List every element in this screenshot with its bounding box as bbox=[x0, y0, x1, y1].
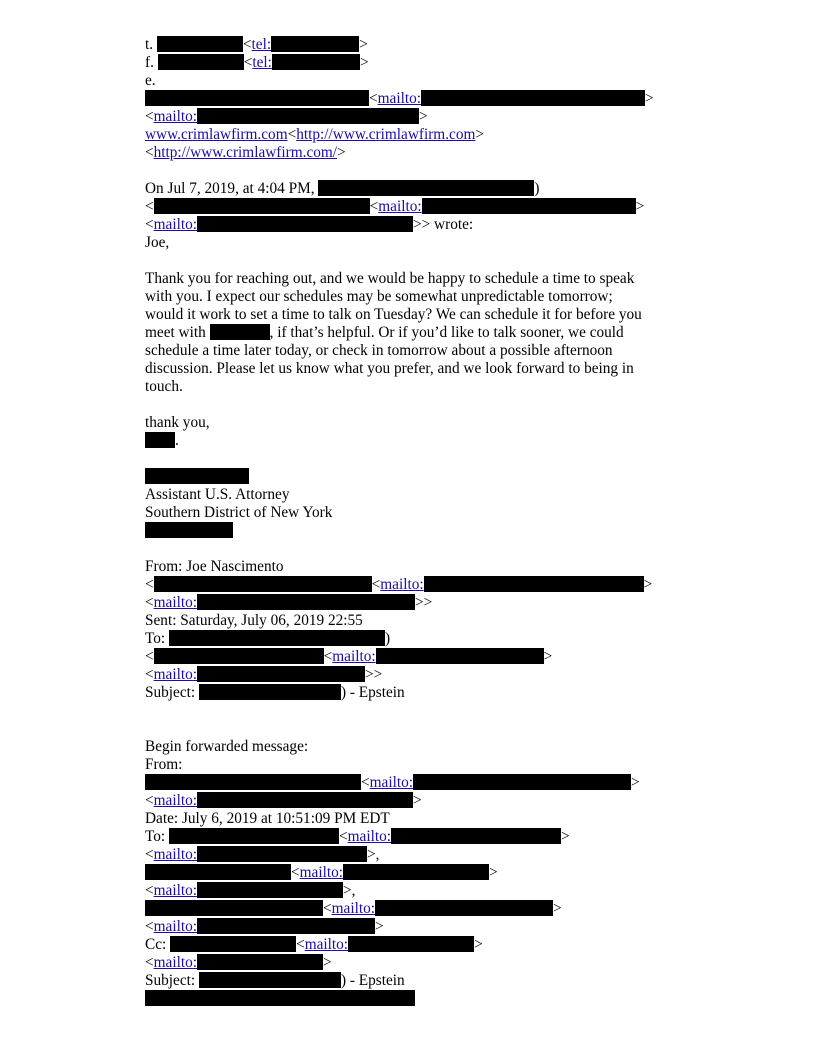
subject-tail: ) - Epstein bbox=[340, 972, 405, 989]
redaction bbox=[197, 666, 365, 682]
mailto-link[interactable]: mailto: bbox=[331, 900, 375, 917]
website-line bbox=[145, 126, 705, 144]
forwarded-from-email bbox=[145, 792, 705, 810]
original-to-email bbox=[145, 666, 705, 684]
lt: < bbox=[287, 126, 297, 143]
redaction bbox=[145, 774, 361, 790]
comma-gt: >, bbox=[366, 846, 380, 863]
body-line: schedule a time later today, or check in tomorrow about a possible afternoon bbox=[145, 342, 613, 359]
mailto-link[interactable]: mailto: bbox=[332, 648, 376, 665]
subject-label: Subject: bbox=[145, 684, 196, 701]
redaction bbox=[272, 54, 360, 70]
redaction bbox=[154, 576, 372, 592]
close-paren: ) bbox=[534, 180, 540, 197]
mailto-link[interactable]: mailto: bbox=[153, 216, 197, 233]
mailto-link[interactable]: mailto: bbox=[153, 846, 197, 863]
forwarded-from-email bbox=[145, 774, 705, 792]
gt: > bbox=[635, 198, 645, 215]
redaction bbox=[145, 90, 369, 106]
original-from-email bbox=[145, 594, 705, 612]
reply-attribution bbox=[145, 180, 705, 198]
tel-link[interactable]: tel: bbox=[252, 54, 272, 71]
forwarded-to-email bbox=[145, 918, 705, 936]
redaction bbox=[145, 468, 249, 484]
gt: > bbox=[644, 90, 654, 107]
gt: > bbox=[561, 828, 570, 845]
website-link[interactable]: http://www.crimlawfirm.com/ bbox=[153, 144, 338, 161]
gt: > bbox=[552, 900, 562, 917]
body-text: meet with bbox=[145, 324, 206, 341]
original-to-email bbox=[145, 648, 705, 666]
to-label: To: bbox=[145, 630, 166, 647]
redaction bbox=[318, 180, 534, 196]
original-sent: Sent: Saturday, July 06, 2019 22:55 bbox=[145, 612, 363, 629]
forwarded-cc-email bbox=[145, 954, 705, 972]
gt: > bbox=[543, 648, 553, 665]
redaction bbox=[424, 576, 644, 592]
gt: > bbox=[359, 54, 369, 71]
redaction bbox=[197, 108, 419, 124]
lt: < bbox=[145, 882, 154, 899]
lt: < bbox=[339, 828, 348, 845]
mailto-link[interactable]: mailto: bbox=[153, 108, 197, 125]
redaction bbox=[145, 432, 175, 448]
subject-label: Subject: bbox=[145, 972, 196, 989]
forwarded-to-email bbox=[145, 864, 705, 882]
lt: < bbox=[323, 900, 332, 917]
lt: < bbox=[145, 198, 154, 215]
double-gt: >> bbox=[414, 594, 433, 611]
mailto-link[interactable]: mailto: bbox=[369, 774, 413, 791]
forwarded-subject bbox=[145, 972, 705, 990]
gt: > bbox=[359, 36, 368, 53]
wrote-text: >> wrote: bbox=[412, 216, 474, 233]
lt: < bbox=[291, 864, 300, 881]
lt: < bbox=[371, 576, 381, 593]
tel-link[interactable]: tel: bbox=[251, 36, 272, 53]
website-line bbox=[145, 144, 705, 162]
email-document bbox=[145, 36, 705, 1008]
forwarded-to-email bbox=[145, 846, 705, 864]
redaction bbox=[199, 684, 341, 700]
signer-name-line bbox=[145, 468, 705, 486]
gt: > bbox=[418, 108, 428, 125]
mailto-link[interactable]: mailto: bbox=[299, 864, 343, 881]
lt: < bbox=[145, 594, 154, 611]
gt: > bbox=[474, 936, 483, 953]
body-line: with you. I expect our schedules may be somewhat unpredictable tomorrow; bbox=[145, 288, 613, 305]
redaction bbox=[197, 594, 415, 610]
lt: < bbox=[145, 144, 154, 161]
close-paren: ) bbox=[385, 630, 391, 647]
reply-email-line bbox=[145, 198, 705, 216]
reply-email-line bbox=[145, 216, 705, 234]
body-line: touch. bbox=[145, 378, 183, 395]
original-from-email bbox=[145, 576, 705, 594]
email-line bbox=[145, 90, 705, 108]
body-text: , if that’s helpful. Or if you’d like to talk sooner, we could bbox=[269, 324, 624, 341]
to-label: To: bbox=[145, 828, 166, 845]
lt: < bbox=[296, 936, 305, 953]
lt: < bbox=[145, 954, 154, 971]
fax-prefix: f. bbox=[145, 54, 154, 71]
redaction bbox=[170, 936, 296, 952]
signer-phone-line bbox=[145, 522, 705, 540]
lt: < bbox=[369, 198, 379, 215]
double-gt: >> bbox=[364, 666, 383, 683]
lt: < bbox=[323, 648, 333, 665]
lt: < bbox=[145, 792, 154, 809]
original-subject bbox=[145, 684, 705, 702]
redaction bbox=[271, 36, 359, 52]
lt: < bbox=[361, 774, 370, 791]
redaction bbox=[154, 198, 370, 214]
cc-label: Cc: bbox=[145, 936, 167, 953]
mailto-link[interactable]: mailto: bbox=[347, 828, 391, 845]
redaction bbox=[422, 198, 636, 214]
forwarded-date: Date: July 6, 2019 at 10:51:09 PM EDT bbox=[145, 810, 390, 827]
mailto-link[interactable]: mailto: bbox=[153, 594, 197, 611]
lt: < bbox=[145, 666, 154, 683]
signer-initial-line bbox=[145, 432, 705, 450]
redaction bbox=[145, 864, 291, 880]
signer-office: Southern District of New York bbox=[145, 504, 333, 521]
email-line bbox=[145, 108, 705, 126]
redaction bbox=[157, 36, 243, 52]
period: . bbox=[175, 432, 179, 449]
redaction bbox=[199, 972, 341, 988]
redaction bbox=[210, 324, 270, 340]
redaction bbox=[348, 936, 474, 952]
redaction bbox=[169, 630, 385, 646]
mailto-link[interactable]: mailto: bbox=[378, 198, 422, 215]
mailto-link[interactable]: mailto: bbox=[153, 792, 197, 809]
redaction bbox=[169, 828, 339, 844]
mailto-link[interactable]: mailto: bbox=[153, 882, 197, 899]
lt: < bbox=[145, 648, 154, 665]
body-line: would it work to set a time to talk on Tuesday? We can schedule it for before you bbox=[145, 306, 642, 323]
redaction bbox=[145, 900, 323, 916]
lt: < bbox=[145, 918, 154, 935]
lt: < bbox=[145, 216, 154, 233]
gt: > bbox=[374, 918, 384, 935]
salutation: Joe, bbox=[145, 234, 170, 251]
redaction bbox=[197, 792, 413, 808]
forwarded-body-line bbox=[145, 990, 705, 1008]
lt: < bbox=[242, 36, 252, 53]
website-link[interactable]: www.crimlawfirm.com bbox=[145, 126, 288, 143]
redaction bbox=[421, 90, 645, 106]
signoff: thank you, bbox=[145, 414, 210, 431]
fax-line bbox=[145, 54, 705, 72]
original-to bbox=[145, 630, 705, 648]
redaction bbox=[343, 864, 489, 880]
gt: > bbox=[337, 144, 346, 161]
redaction bbox=[197, 882, 343, 898]
redaction bbox=[376, 648, 544, 664]
mailto-link[interactable]: mailto: bbox=[153, 918, 197, 935]
redaction bbox=[145, 522, 233, 538]
gt: > bbox=[630, 774, 640, 791]
lt: < bbox=[145, 108, 154, 125]
original-from: From: Joe Nascimento bbox=[145, 558, 284, 575]
comma-gt: >, bbox=[342, 882, 356, 899]
redaction bbox=[154, 648, 324, 664]
forwarded-begin: Begin forwarded message: bbox=[145, 738, 309, 755]
gt: > bbox=[412, 792, 422, 809]
redaction bbox=[413, 774, 631, 790]
forwarded-cc bbox=[145, 936, 705, 954]
lt: < bbox=[145, 576, 154, 593]
gt: > bbox=[322, 954, 332, 971]
mailto-link[interactable]: mailto: bbox=[304, 936, 349, 953]
mailto-link[interactable]: mailto: bbox=[380, 576, 424, 593]
body-line: Thank you for reaching out, and we would be happy to schedule a time to speak bbox=[145, 270, 635, 287]
attribution-text: On Jul 7, 2019, at 4:04 PM, bbox=[145, 180, 315, 197]
redaction bbox=[158, 54, 244, 70]
redaction bbox=[197, 954, 323, 970]
redaction bbox=[197, 918, 375, 934]
subject-tail: ) - Epstein bbox=[340, 684, 405, 701]
lt: < bbox=[145, 846, 154, 863]
redaction bbox=[391, 828, 561, 844]
body-line: discussion. Please let us know what you prefer, and we look forward to being in bbox=[145, 360, 634, 377]
body-line bbox=[145, 324, 705, 342]
mailto-link[interactable]: mailto: bbox=[153, 666, 197, 683]
forwarded-to-email bbox=[145, 882, 705, 900]
gt: > bbox=[643, 576, 653, 593]
forwarded-from-label: From: bbox=[145, 756, 183, 773]
mailto-link[interactable]: mailto: bbox=[153, 954, 197, 971]
lt: < bbox=[369, 90, 378, 107]
redaction bbox=[145, 990, 415, 1006]
lt: < bbox=[243, 54, 253, 71]
website-link[interactable]: http://www.crimlawfirm.com bbox=[296, 126, 476, 143]
redaction bbox=[197, 216, 413, 232]
mailto-link[interactable]: mailto: bbox=[377, 90, 421, 107]
gt: > bbox=[488, 864, 498, 881]
tel-prefix: t. bbox=[145, 36, 154, 53]
signer-title: Assistant U.S. Attorney bbox=[145, 486, 290, 503]
redaction bbox=[375, 900, 553, 916]
tel-line bbox=[145, 36, 705, 54]
gt: > bbox=[475, 126, 485, 143]
forwarded-to-email bbox=[145, 900, 705, 918]
redaction bbox=[197, 846, 367, 862]
email-prefix: e. bbox=[145, 72, 156, 89]
forwarded-to bbox=[145, 828, 705, 846]
